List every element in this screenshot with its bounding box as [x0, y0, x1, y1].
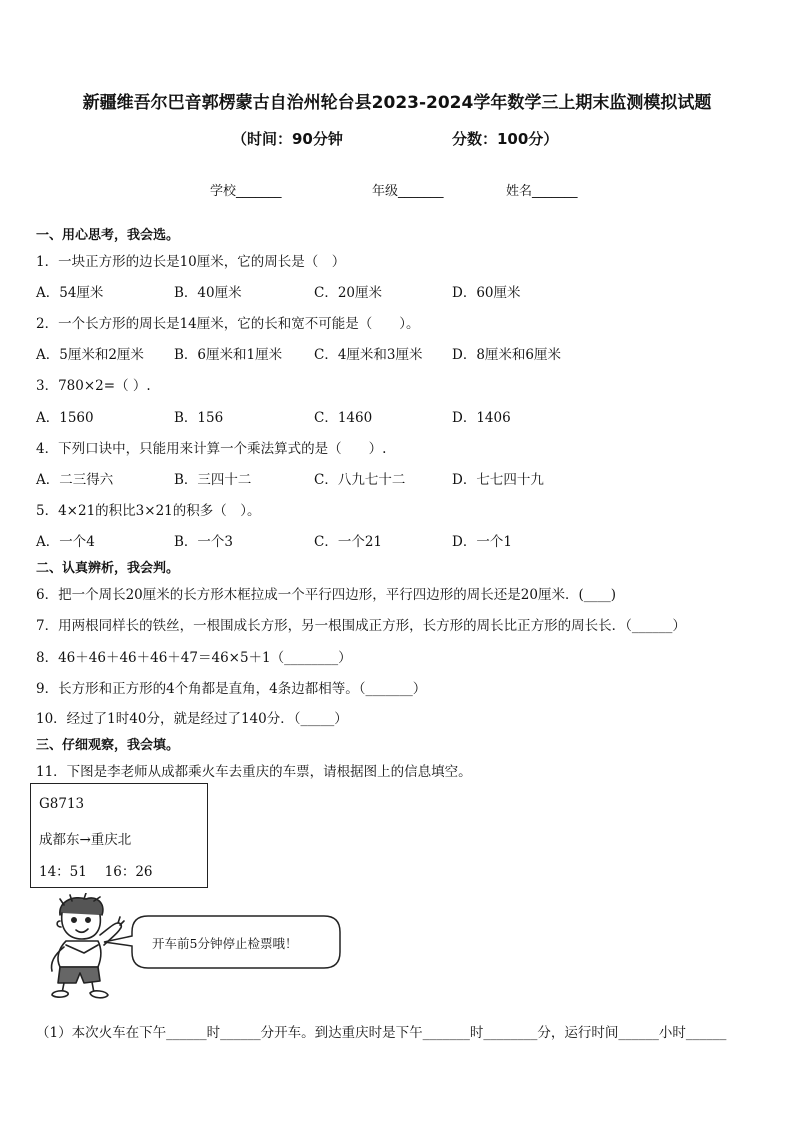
question-1: 1．一块正方形的边长是10厘米，它的周长是（ ）	[36, 254, 346, 270]
question-9: 9．长方形和正方形的4个角都是直角，4条边都相等。（_______）	[36, 681, 427, 697]
question-6: 6．把一个周长20厘米的长方形木框拉成一个平行四边形，平行四边形的周长还是20厘米．(____)	[36, 587, 616, 603]
question-4: 4．下列口诀中，只能用来计算一个乘法算式的是（ ）.	[36, 441, 387, 457]
question-11: 11．下图是李老师从成都乘火车去重庆的车票，请根据图上的信息填空。	[36, 764, 472, 780]
q4-option-d: D．七七四十九	[452, 472, 544, 488]
q2-option-d: D．8厘米和6厘米	[452, 347, 562, 363]
question-8: 8．46＋46＋46＋46＋47＝46×5＋1（________）	[36, 650, 352, 666]
q4-option-a: A．二三得六	[36, 472, 114, 488]
q2-option-a: A．5厘米和2厘米	[36, 347, 144, 363]
train-ticket	[30, 783, 208, 888]
q3-option-b: B．156	[174, 410, 224, 426]
q1-option-b: B．40厘米	[174, 285, 242, 301]
q2-option-b: B．6厘米和1厘米	[174, 347, 283, 363]
q5-option-b: B．一个3	[174, 534, 234, 550]
q1-option-a: A．54厘米	[36, 285, 104, 301]
question-10: 10．经过了1时40分，就是经过了140分．（_____）	[36, 711, 348, 727]
q4-option-c: C．八九七十二	[314, 472, 406, 488]
ticket-times: 14：51 16：26	[39, 864, 153, 880]
section-heading-1: 一、用心思考，我会选。	[36, 228, 180, 243]
q2-option-c: C．4厘米和3厘米	[314, 347, 423, 363]
school-field[interactable]: 学校_______	[210, 184, 282, 199]
exam-time: （时间：90分钟	[232, 130, 343, 148]
question-11-part-1: （1）本次火车在下午______时______分开车。到达重庆时是下午_______时________分，运行时间______小时______	[36, 1025, 727, 1041]
q1-option-c: C．20厘米	[314, 285, 383, 301]
grade-field[interactable]: 年级_______	[372, 184, 444, 199]
question-2: 2．一个长方形的周长是14厘米，它的长和宽不可能是（ ）。	[36, 316, 420, 332]
ticket-train-number: G8713	[39, 796, 85, 812]
page-title: 新疆维吾尔巴音郭楞蒙古自治州轮台县2023-2024学年数学三上期末监测模拟试题	[82, 93, 712, 113]
ticket-route: 成都东→重庆北	[39, 832, 132, 848]
section-heading-2: 二、认真辨析，我会判。	[36, 561, 180, 576]
section-heading-3: 三、仔细观察，我会填。	[36, 738, 180, 753]
question-7: 7．用两根同样长的铁丝，一根围成长方形，另一根围成正方形，长方形的周长比正方形的周长长．（______）	[36, 618, 686, 634]
q5-option-c: C．一个21	[314, 534, 383, 550]
q5-option-a: A．一个4	[36, 534, 95, 550]
q3-option-c: C．1460	[314, 410, 373, 426]
exam-score: 分数：100分）	[452, 130, 559, 148]
q1-option-d: D．60厘米	[452, 285, 521, 301]
q4-option-b: B．三四十二	[174, 472, 252, 488]
q5-option-d: D．一个1	[452, 534, 512, 550]
name-field[interactable]: 姓名_______	[506, 184, 578, 199]
speech-bubble-text: 开车前5分钟停止检票哦！	[152, 936, 298, 951]
q3-option-d: D．1406	[452, 410, 511, 426]
question-3: 3．780×2=（ ）.	[36, 378, 151, 394]
q3-option-a: A．1560	[36, 410, 94, 426]
question-5: 5．4×21的积比3×21的积多（ ）。	[36, 503, 261, 519]
